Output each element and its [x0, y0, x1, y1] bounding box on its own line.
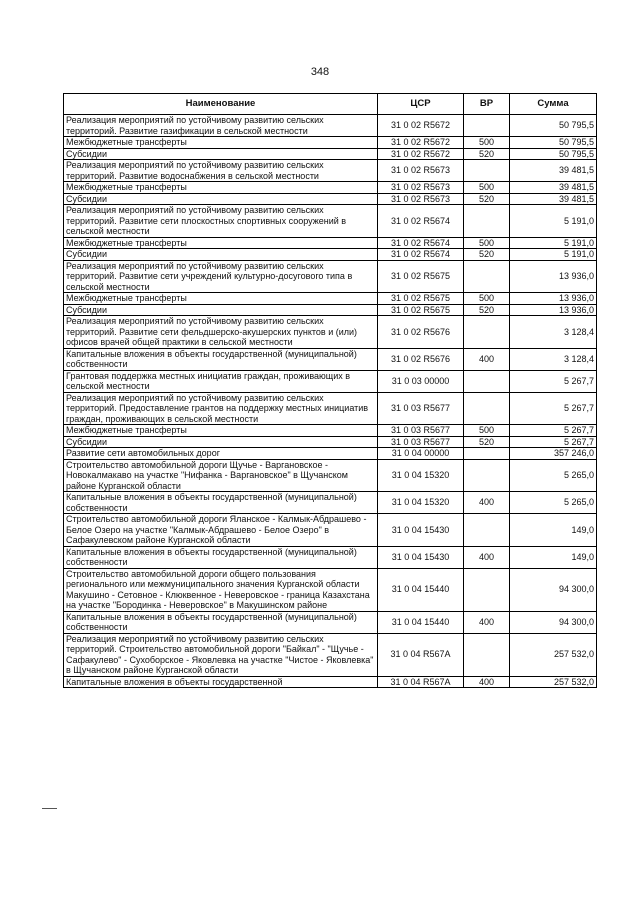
cell-csr: 31 0 02 R5673	[378, 160, 464, 182]
cell-csr: 31 0 02 R5675	[378, 293, 464, 305]
table-row	[64, 448, 597, 460]
table-row	[64, 137, 597, 149]
cell-vr: 400	[464, 492, 510, 514]
cell-name: Реализация мероприятий по устойчивому развитию сельских территорий. Развитие водоснабжения в сельской местности	[64, 160, 378, 182]
cell-csr: 31 0 02 R5674	[378, 205, 464, 238]
cell-name: Субсидии	[64, 436, 378, 448]
cell-name: Реализация мероприятий по устойчивому развитию сельских территорий. Развитие сети плоскостных спортивных сооружений в сельской местности	[64, 205, 378, 238]
cell-csr: 31 0 03 R5677	[378, 436, 464, 448]
cell-vr	[464, 633, 510, 676]
cell-csr: 31 0 04 15320	[378, 459, 464, 492]
table-row	[64, 160, 597, 182]
cell-name: Строительство автомобильной дороги Яланское - Калмык-Абдрашево - Белое Озеро на участке "Калмык-Абдрашево - Белое Озеро" в Сафакулевском районе Курганской области	[64, 514, 378, 547]
cell-sum: 149,0	[510, 546, 597, 568]
cell-csr: 31 0 04 15430	[378, 514, 464, 547]
cell-csr: 31 0 04 15440	[378, 611, 464, 633]
cell-sum: 3 128,4	[510, 348, 597, 370]
cell-vr: 400	[464, 676, 510, 688]
cell-sum: 50 795,5	[510, 115, 597, 137]
cell-sum: 5 265,0	[510, 459, 597, 492]
cell-vr: 520	[464, 304, 510, 316]
table-body	[64, 115, 597, 688]
cell-name: Капитальные вложения в объекты государственной	[64, 676, 378, 688]
cell-csr: 31 0 02 R5676	[378, 348, 464, 370]
cell-sum: 357 246,0	[510, 448, 597, 460]
cell-name: Строительство автомобильной дороги Щучье - Варгановское - Новокалмакаво на участке "Нифанка - Варгановское" в Щучанском районе Курганской области	[64, 459, 378, 492]
cell-name: Капитальные вложения в объекты государственной (муниципальной) собственности	[64, 546, 378, 568]
cell-csr: 31 0 02 R5674	[378, 249, 464, 261]
cell-csr: 31 0 02 R5673	[378, 182, 464, 194]
cell-sum: 5 267,7	[510, 436, 597, 448]
cell-sum: 3 128,4	[510, 316, 597, 349]
table-row	[64, 182, 597, 194]
table-row	[64, 633, 597, 676]
cell-sum: 39 481,5	[510, 160, 597, 182]
table-row	[64, 193, 597, 205]
cell-sum: 5 267,7	[510, 392, 597, 425]
cell-sum: 13 936,0	[510, 260, 597, 293]
cell-name: Субсидии	[64, 193, 378, 205]
table-row	[64, 514, 597, 547]
cell-sum: 5 267,7	[510, 425, 597, 437]
table-row	[64, 237, 597, 249]
table-row	[64, 392, 597, 425]
header-sum: Сумма	[510, 94, 597, 115]
cell-csr: 31 0 03 R5677	[378, 392, 464, 425]
table-row	[64, 148, 597, 160]
cell-sum: 257 532,0	[510, 676, 597, 688]
cell-name: Реализация мероприятий по устойчивому развитию сельских территорий. Развитие сети фельдшерско-акушерских пунктов и (или) офисов врачей общей практики в сельской местности	[64, 316, 378, 349]
cell-vr: 520	[464, 193, 510, 205]
table-row	[64, 115, 597, 137]
cell-sum: 5 191,0	[510, 237, 597, 249]
cell-vr	[464, 260, 510, 293]
table-row	[64, 370, 597, 392]
cell-vr: 400	[464, 611, 510, 633]
cell-csr: 31 0 03 R5677	[378, 425, 464, 437]
table-row	[64, 676, 597, 688]
table-row	[64, 205, 597, 238]
cell-csr: 31 0 04 00000	[378, 448, 464, 460]
cell-csr: 31 0 04 R567A	[378, 633, 464, 676]
table-row	[64, 546, 597, 568]
cell-vr	[464, 316, 510, 349]
cell-csr: 31 0 02 R5674	[378, 237, 464, 249]
cell-vr: 400	[464, 546, 510, 568]
cell-csr: 31 0 04 15430	[378, 546, 464, 568]
margin-mark	[42, 808, 57, 809]
cell-vr: 500	[464, 137, 510, 149]
cell-vr	[464, 205, 510, 238]
cell-csr: 31 0 04 15320	[378, 492, 464, 514]
table-row	[64, 293, 597, 305]
cell-csr: 31 0 02 R5673	[378, 193, 464, 205]
cell-vr: 520	[464, 249, 510, 261]
page-number: 348	[310, 66, 330, 78]
cell-sum: 5 267,7	[510, 370, 597, 392]
table-row	[64, 492, 597, 514]
cell-vr: 400	[464, 348, 510, 370]
cell-name: Межбюджетные трансферты	[64, 425, 378, 437]
cell-sum: 5 191,0	[510, 205, 597, 238]
cell-sum: 94 300,0	[510, 611, 597, 633]
table-row	[64, 249, 597, 261]
cell-csr: 31 0 02 R5675	[378, 304, 464, 316]
cell-vr	[464, 459, 510, 492]
cell-vr	[464, 448, 510, 460]
cell-name: Межбюджетные трансферты	[64, 137, 378, 149]
cell-csr: 31 0 02 R5675	[378, 260, 464, 293]
cell-name: Развитие сети автомобильных дорог	[64, 448, 378, 460]
cell-sum: 39 481,5	[510, 182, 597, 194]
table-row	[64, 459, 597, 492]
cell-vr	[464, 370, 510, 392]
header-row	[64, 94, 597, 115]
cell-vr	[464, 115, 510, 137]
cell-csr: 31 0 02 R5676	[378, 316, 464, 349]
cell-sum: 50 795,5	[510, 137, 597, 149]
cell-sum: 5 265,0	[510, 492, 597, 514]
header-csr: ЦСР	[378, 94, 464, 115]
cell-sum: 5 191,0	[510, 249, 597, 261]
cell-name: Реализация мероприятий по устойчивому развитию сельских территорий. Развитие газификации в сельской местности	[64, 115, 378, 137]
table-row	[64, 304, 597, 316]
cell-name: Межбюджетные трансферты	[64, 182, 378, 194]
cell-name: Субсидии	[64, 148, 378, 160]
cell-vr: 500	[464, 182, 510, 194]
cell-name: Капитальные вложения в объекты государственной (муниципальной) собственности	[64, 348, 378, 370]
cell-csr: 31 0 04 R567A	[378, 676, 464, 688]
cell-csr: 31 0 04 15440	[378, 568, 464, 611]
cell-name: Реализация мероприятий по устойчивому развитию сельских территорий. Строительство автомобильной дороги "Байкал" - "Щучье - Сафакулево" - Сухоборское - Яковлевка на участке "Чистое - Яковлевка" в Щучанском районе Курганской области	[64, 633, 378, 676]
table-row	[64, 348, 597, 370]
cell-vr	[464, 160, 510, 182]
cell-vr: 520	[464, 148, 510, 160]
cell-name: Межбюджетные трансферты	[64, 293, 378, 305]
cell-name: Реализация мероприятий по устойчивому развитию сельских территорий. Развитие сети учреждений культурно-досугового типа в сельской местности	[64, 260, 378, 293]
cell-vr: 520	[464, 436, 510, 448]
cell-vr: 500	[464, 237, 510, 249]
budget-table	[63, 93, 597, 688]
cell-csr: 31 0 03 00000	[378, 370, 464, 392]
cell-vr	[464, 568, 510, 611]
cell-sum: 50 795,5	[510, 148, 597, 160]
header-vr: ВР	[464, 94, 510, 115]
cell-name: Межбюджетные трансферты	[64, 237, 378, 249]
cell-csr: 31 0 02 R5672	[378, 115, 464, 137]
table-row	[64, 260, 597, 293]
table-row	[64, 436, 597, 448]
cell-vr: 500	[464, 425, 510, 437]
cell-name: Грантовая поддержка местных инициатив граждан, проживающих в сельской местности	[64, 370, 378, 392]
cell-sum: 39 481,5	[510, 193, 597, 205]
cell-csr: 31 0 02 R5672	[378, 148, 464, 160]
header-name: Наименование	[64, 94, 378, 115]
cell-name: Субсидии	[64, 304, 378, 316]
cell-name: Капитальные вложения в объекты государственной (муниципальной) собственности	[64, 492, 378, 514]
cell-sum: 149,0	[510, 514, 597, 547]
table-row	[64, 425, 597, 437]
table-row	[64, 611, 597, 633]
cell-sum: 13 936,0	[510, 293, 597, 305]
cell-name: Реализация мероприятий по устойчивому развитию сельских территорий. Предоставление грантов на поддержку местных инициатив граждан, проживающих в сельской местности	[64, 392, 378, 425]
cell-csr: 31 0 02 R5672	[378, 137, 464, 149]
cell-vr	[464, 514, 510, 547]
table-row	[64, 316, 597, 349]
cell-name: Капитальные вложения в объекты государственной (муниципальной) собственности	[64, 611, 378, 633]
cell-sum: 257 532,0	[510, 633, 597, 676]
cell-name: Субсидии	[64, 249, 378, 261]
cell-vr: 500	[464, 293, 510, 305]
cell-name: Строительство автомобильной дороги общего пользования регионального или межмуниципального значения Курганской области Макушино - Сетовное - Клюквенное - Неверовское - граница Казахстана на участке "Бородинка - Неверовское" в Макушинском районе	[64, 568, 378, 611]
table-row	[64, 568, 597, 611]
cell-vr	[464, 392, 510, 425]
cell-sum: 94 300,0	[510, 568, 597, 611]
cell-sum: 13 936,0	[510, 304, 597, 316]
